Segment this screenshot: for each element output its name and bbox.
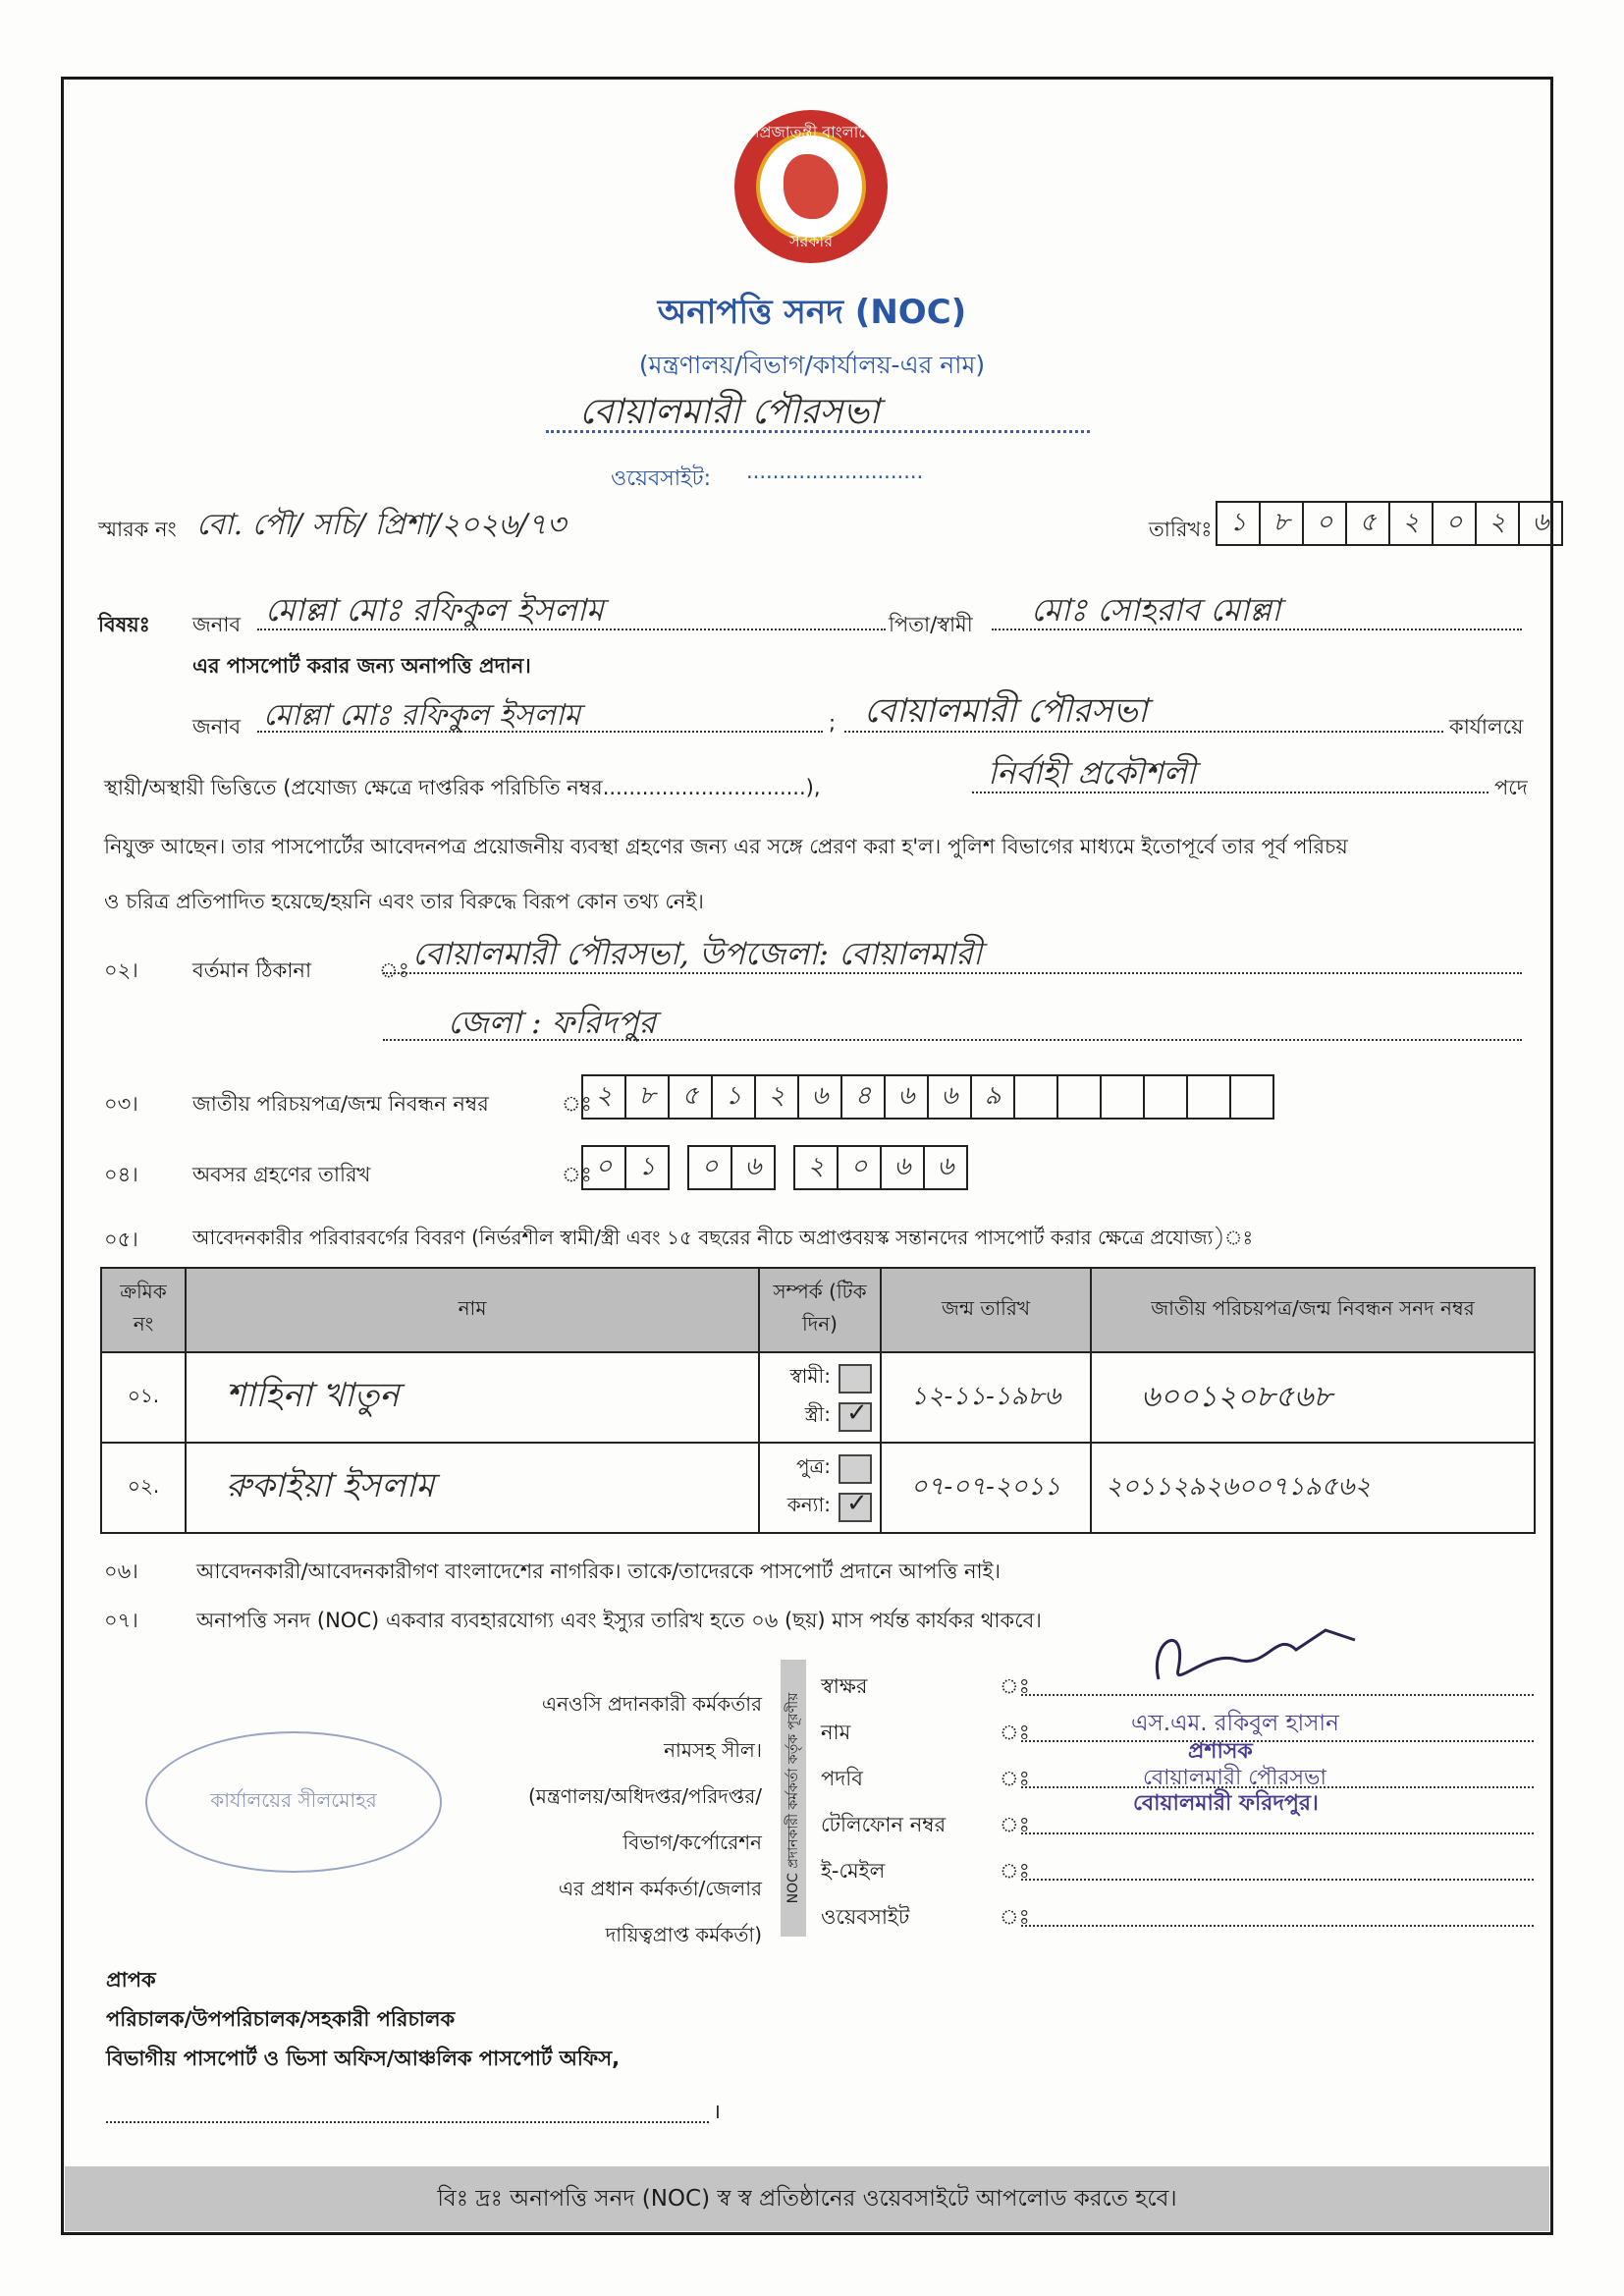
date-digit: ১ bbox=[1216, 501, 1261, 546]
stamp-location: বোয়ালমারী ফরিদপুর। bbox=[1133, 1791, 1319, 1816]
row-nid: ৬০০১২০৮৫৬৮ bbox=[1091, 1352, 1535, 1443]
colon: ঃ bbox=[1000, 1767, 1030, 1790]
recipient-line-1: পরিচালক/উপপরিচালক/সহকারী পরিচালক bbox=[106, 2007, 456, 2031]
officer-colons bbox=[1000, 1664, 1030, 1941]
colon: ঃ bbox=[1000, 1905, 1030, 1929]
body-office: বোয়ালমারী পৌরসভা bbox=[864, 691, 1148, 731]
item-07-number: ০৭। bbox=[104, 1609, 138, 1632]
signature-scribble-icon bbox=[1129, 1611, 1365, 1699]
retire-label: অবসর গ্রহণের তারিখ bbox=[192, 1163, 371, 1186]
declaration-06: আবেদনকারী/আবেদনকারীগণ বাংলাদেশের নাগরিক। তাকে/তাদেরকে পাসপোর্ট প্রদানে আপত্তি নাই। bbox=[196, 1559, 1001, 1583]
office-name: বোয়ালমারী পৌরসভা bbox=[579, 392, 880, 432]
field-name-label: নাম bbox=[821, 1721, 851, 1744]
nid-digit: ৬ bbox=[927, 1074, 972, 1120]
officer-desc-line: (মন্ত্রণালয়/অধিদপ্তর/পরিদপ্তর/ bbox=[527, 1784, 762, 1808]
stamp-name: এস.এম. রকিবুল হাসান bbox=[1131, 1711, 1339, 1736]
officer-desc-line: এর প্রধান কর্মকর্তা/জেলার bbox=[558, 1877, 762, 1900]
declaration-07: অনাপত্তি সনদ (NOC) একবার ব্যবহারযোগ্য এবং ইস্যুর তারিখ হতে ০৬ (ছয়) মাস পর্যন্ত কার্যকর থাকবে। bbox=[196, 1609, 1042, 1632]
post-suffix: পদে bbox=[1494, 776, 1528, 799]
father-name-line bbox=[992, 629, 1522, 630]
subject-purpose: এর পাসপোর্ট করার জন্য অনাপত্তি প্রদান। bbox=[192, 654, 531, 678]
nid-digit: ৬ bbox=[884, 1074, 929, 1120]
nid-digit: ৬ bbox=[797, 1074, 842, 1120]
field-email-label: ই-মেইল bbox=[821, 1859, 886, 1883]
nid-digit: ১ bbox=[711, 1074, 756, 1120]
colon: ঃ bbox=[1000, 1674, 1030, 1698]
row-relation bbox=[759, 1443, 881, 1533]
field-website-label: ওয়েবসাইট bbox=[821, 1905, 910, 1929]
nid-digit: ২ bbox=[754, 1074, 799, 1120]
retire-digit: ১ bbox=[624, 1145, 670, 1190]
phone-line bbox=[1021, 1832, 1534, 1834]
item-02-number: ০২। bbox=[104, 958, 138, 982]
item-06-number: ০৬। bbox=[104, 1559, 138, 1583]
officer-desc-line: নামসহ সীল। bbox=[664, 1738, 762, 1762]
website-line bbox=[1021, 1925, 1534, 1927]
nid-colon: ঃ bbox=[562, 1092, 592, 1116]
subject-mr-label: জনাব bbox=[192, 613, 242, 636]
retire-digit: ৬ bbox=[880, 1145, 925, 1190]
table-row bbox=[101, 1443, 1535, 1533]
relation-checkbox-a[interactable] bbox=[839, 1454, 872, 1484]
table-row bbox=[101, 1352, 1535, 1443]
officer-desc-line: এনওসি প্রদানকারী কর্মকর্তার bbox=[541, 1692, 762, 1716]
retire-boxes bbox=[583, 1145, 968, 1190]
officer-desc-line: দায়িত্বপ্রাপ্ত কর্মকর্তা) bbox=[605, 1923, 762, 1946]
field-phone-label: টেলিফোন নম্বর bbox=[821, 1813, 947, 1836]
office-name-line bbox=[546, 430, 1090, 433]
memo-label: স্মারক নং bbox=[98, 518, 177, 541]
office-seal-placeholder: কার্যালয়ের সীলমোহর bbox=[145, 1731, 442, 1873]
seal-bottom-text: সরকার bbox=[788, 232, 833, 250]
seal-top-text: গণপ্রজাতন্ত্রী বাংলাদেশ bbox=[739, 123, 883, 141]
body-separator: ; bbox=[829, 711, 837, 735]
relation-checkbox-b[interactable] bbox=[839, 1493, 872, 1522]
address-colon: ঃ bbox=[379, 958, 409, 982]
retire-digit: ০ bbox=[581, 1145, 626, 1190]
date-digit: ০ bbox=[1432, 501, 1477, 546]
body-name-line bbox=[257, 731, 823, 733]
designation: নির্বাহী প্রকৌশলী bbox=[988, 754, 1196, 792]
officer-desc-line: বিভাগ/কর্পোরেশন bbox=[623, 1831, 762, 1854]
retire-digit: ০ bbox=[687, 1145, 732, 1190]
father-name: মোঃ সোহরাব মোল্লা bbox=[1031, 591, 1281, 629]
nid-digit: ৮ bbox=[624, 1074, 670, 1120]
officer-fields bbox=[821, 1664, 946, 1941]
address-line-2: জেলা : ফরিদপুর bbox=[448, 1004, 657, 1041]
body-name: মোল্লা মোঃ রফিকুল ইসলাম bbox=[263, 698, 581, 733]
stamp-office: বোয়ালমারী পৌরসভা bbox=[1143, 1766, 1326, 1790]
relation-checkbox-a[interactable] bbox=[839, 1364, 872, 1394]
nid-label: জাতীয় পরিচয়পত্র/জন্ম নিবন্ধন নম্বর bbox=[192, 1092, 489, 1116]
row-relation bbox=[759, 1352, 881, 1443]
date-label: তারিখঃ bbox=[1149, 518, 1213, 541]
date-digit: ০ bbox=[1302, 501, 1347, 546]
field-designation-label: পদবি bbox=[821, 1767, 863, 1790]
nid-digit: ২ bbox=[581, 1074, 626, 1120]
officer-description bbox=[432, 1681, 762, 1958]
permanent-text: স্থায়ী/অস্থায়ী ভিত্তিতে (প্রযোজ্য ক্ষেত্রে দাপ্তরিক পরিচিতি নম্বর...............................), bbox=[104, 776, 821, 799]
subject-name: মোল্লা মোঃ রফিকুল ইসলাম bbox=[265, 591, 604, 629]
recipient-address-line bbox=[106, 2121, 709, 2123]
row-name: রুকাইয়া ইসলাম bbox=[186, 1443, 759, 1533]
relation-option-a: পুত্র: bbox=[795, 1454, 831, 1478]
memo-number: বো. পৌ/ সচি/ প্রিশা/২০২৬/৭৩ bbox=[196, 508, 567, 542]
page-subtitle: (মন্ত্রণালয়/বিভাগ/কার্যালয়-এর নাম) bbox=[638, 351, 986, 379]
designation-line bbox=[972, 792, 1489, 793]
relation-option-b: স্ত্রী: bbox=[804, 1402, 831, 1426]
government-seal-icon bbox=[734, 110, 888, 263]
body-office-line bbox=[844, 731, 1443, 733]
row-dob: ১২-১১-১৯৮৬ bbox=[881, 1352, 1091, 1443]
item-05-number: ০৫। bbox=[104, 1228, 138, 1251]
retire-digit: ৬ bbox=[731, 1145, 776, 1190]
father-label: পিতা/স্বামী bbox=[889, 613, 973, 636]
col-serial: ক্রমিক নং bbox=[101, 1268, 186, 1352]
relation-option-a: স্বামী: bbox=[789, 1364, 831, 1388]
page-title: অনাপত্তি সনদ (NOC) bbox=[657, 293, 967, 332]
colon: ঃ bbox=[1000, 1721, 1030, 1744]
item-03-number: ০৩। bbox=[104, 1092, 138, 1116]
recipient-end: । bbox=[713, 2100, 721, 2123]
nid-digit: ৪ bbox=[840, 1074, 886, 1120]
relation-option-b: কন্যা: bbox=[786, 1493, 831, 1516]
date-digit: ২ bbox=[1475, 501, 1520, 546]
bangladesh-map-icon bbox=[784, 154, 839, 219]
website-label: ওয়েবসাইট: bbox=[611, 466, 711, 491]
row-serial: ০১. bbox=[101, 1352, 186, 1443]
date-digit: ২ bbox=[1388, 501, 1434, 546]
retire-digit: ২ bbox=[793, 1145, 839, 1190]
subject-label: বিষয়ঃ bbox=[98, 613, 150, 636]
field-signature-label: স্বাক্ষর bbox=[821, 1674, 868, 1698]
date-boxes bbox=[1218, 501, 1563, 546]
address-label: বর্তমান ঠিকানা bbox=[192, 958, 312, 982]
row-name: শাহিনা খাতুন bbox=[186, 1352, 759, 1443]
nid-digit bbox=[1143, 1074, 1188, 1120]
col-dob: জন্ম তারিখ bbox=[881, 1268, 1091, 1352]
date-digit: ৬ bbox=[1518, 501, 1563, 546]
row-nid: ২০১১২৯২৬০০৭১৯৫৬২ bbox=[1091, 1443, 1535, 1533]
nid-boxes bbox=[583, 1074, 1274, 1120]
retire-digit: ৬ bbox=[923, 1145, 968, 1190]
col-nid: জাতীয় পরিচয়পত্র/জন্ম নিবন্ধন সনদ নম্বর bbox=[1091, 1268, 1535, 1352]
recipient-label: প্রাপক bbox=[106, 1968, 156, 1992]
body-paragraph-1: নিযুক্ত আছেন। তার পাসপোর্টের আবেদনপত্র প্রয়োজনীয় ব্যবস্থা গ্রহণের জন্য এর সঙ্গে প্রেরণ করা হ'ল। পুলিশ বিভাগের মাধ্যমে ইতোপূর্বে তার পূর্ব পরিচয় bbox=[104, 835, 1348, 858]
family-label: আবেদনকারীর পরিবারবর্গের বিবরণ (নির্ভরশীল স্বামী/স্ত্রী এবং ১৫ বছরের নীচে অপ্রাপ্তবয়স্ক সন্তানদের পাসপোর্ট করার ক্ষেত্রে প্রযোজ্য)ঃ bbox=[192, 1226, 1254, 1249]
item-04-number: ০৪। bbox=[104, 1163, 138, 1186]
colon: ঃ bbox=[1000, 1859, 1030, 1883]
subject-name-line bbox=[257, 629, 886, 630]
nid-digit bbox=[1013, 1074, 1058, 1120]
noc-side-bar-text: NOC প্রদানকারী কর্মকর্তা কর্তৃক পূরণীয় bbox=[785, 1692, 801, 1904]
table-header-row bbox=[101, 1268, 1535, 1352]
row-serial: ০২. bbox=[101, 1443, 186, 1533]
col-relation: সম্পর্ক (টিক দিন) bbox=[759, 1268, 881, 1352]
body-mr-label: জনাব bbox=[192, 715, 242, 738]
stamp-title: প্রশাসক bbox=[1188, 1739, 1253, 1764]
address-line-1: বোয়ালমারী পৌরসভা, উপজেলা: বোয়ালমারী bbox=[412, 935, 983, 972]
address-line-2-dots bbox=[383, 1039, 1522, 1041]
row-dob: ০৭-০৭-২০১১ bbox=[881, 1443, 1091, 1533]
nid-digit bbox=[1100, 1074, 1145, 1120]
nid-digit: ৯ bbox=[970, 1074, 1015, 1120]
colon: ঃ bbox=[1000, 1813, 1030, 1836]
retire-digit: ০ bbox=[837, 1145, 882, 1190]
recipient-line-2: বিভাগীয় পাসপোর্ট ও ভিসা অফিস/আঞ্চলিক পাসপোর্ট অফিস, bbox=[106, 2047, 621, 2070]
nid-digit: ৫ bbox=[668, 1074, 713, 1120]
family-table bbox=[100, 1267, 1536, 1534]
nid-digit bbox=[1229, 1074, 1274, 1120]
retire-colon: ঃ bbox=[562, 1163, 592, 1186]
col-name: নাম bbox=[186, 1268, 759, 1352]
website-value: ........................... bbox=[746, 460, 924, 483]
nid-digit bbox=[1056, 1074, 1102, 1120]
email-line bbox=[1021, 1879, 1534, 1881]
footer-note-text: বিঃ দ্রঃ অনাপত্তি সনদ (NOC) স্ব স্ব প্রতিষ্ঠানের ওয়েবসাইটে আপলোড করতে হবে। bbox=[437, 2185, 1177, 2212]
date-digit: ৮ bbox=[1259, 501, 1304, 546]
noc-side-bar bbox=[781, 1660, 806, 1937]
address-line-1-dots bbox=[383, 972, 1522, 974]
footer-note bbox=[65, 2166, 1549, 2231]
body-paragraph-2: ও চরিত্র প্রতিপাদিত হয়েছে/হয়নি এবং তার বিরুদ্ধে বিরূপ কোন তথ্য নেই। bbox=[104, 890, 704, 913]
office-suffix: কার্যালয়ে bbox=[1449, 715, 1524, 738]
date-digit: ৫ bbox=[1345, 501, 1390, 546]
relation-checkbox-b[interactable] bbox=[839, 1402, 872, 1432]
nid-digit bbox=[1186, 1074, 1231, 1120]
